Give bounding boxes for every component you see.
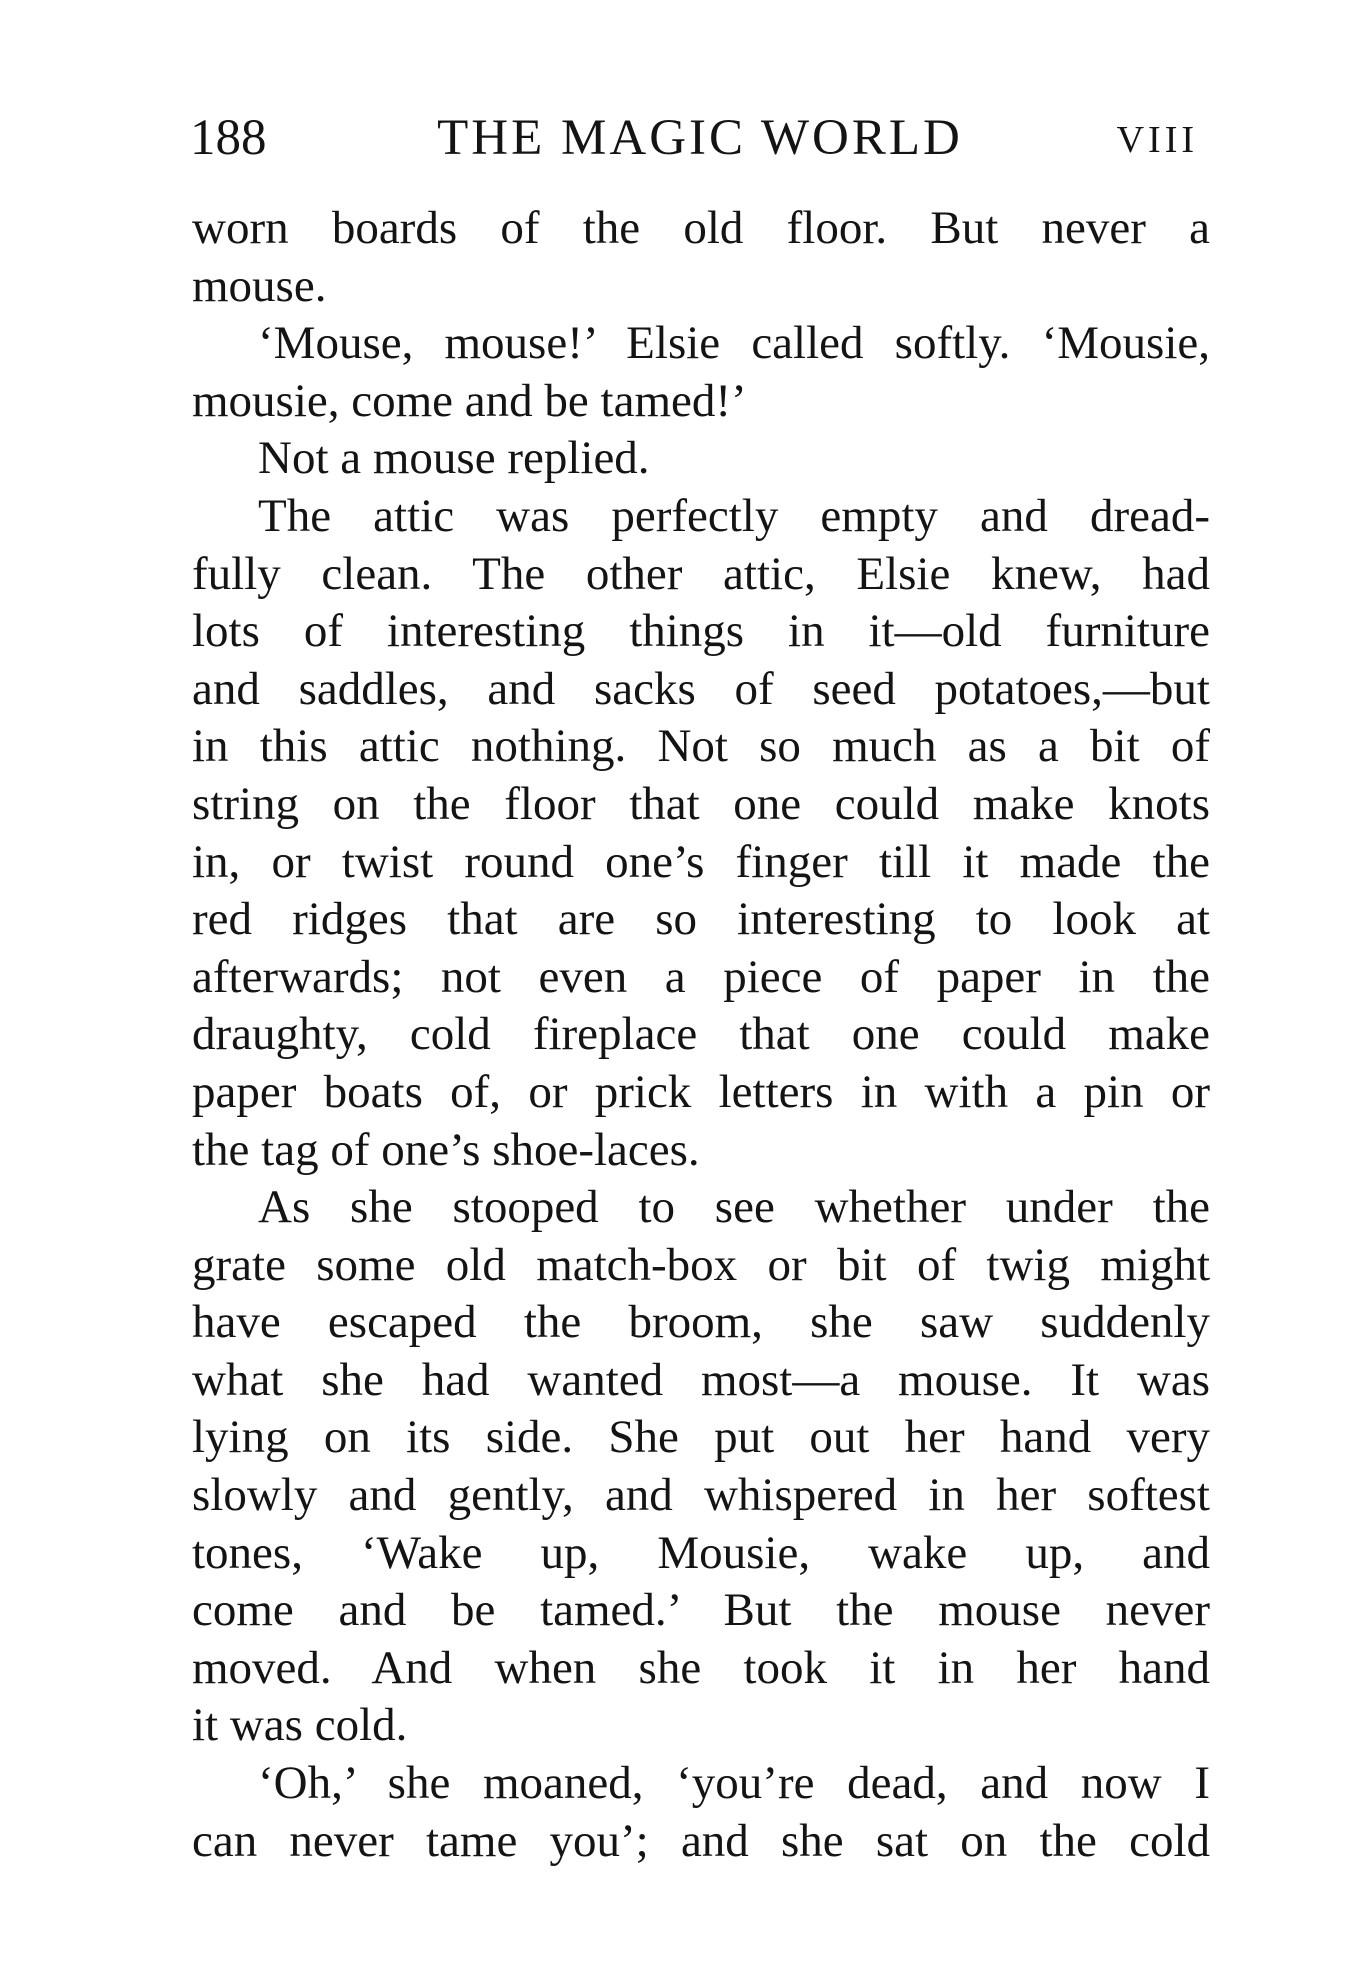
text-line: slowly and gently, and whispered in her softest: [192, 1469, 1210, 1522]
text-line: in this attic nothing. Not so much as a bit of: [192, 720, 1210, 773]
text-line: the tag of one’s shoe-laces.: [192, 1123, 700, 1176]
text-line: grate some old match-box or bit of twig might: [192, 1238, 1210, 1291]
text-line: come and be tamed.’ But the mouse never: [192, 1584, 1210, 1637]
text-line: paper boats of, or prick letters in with a pin or: [192, 1065, 1210, 1118]
text-line: draughty, cold fireplace that one could make: [192, 1008, 1210, 1061]
text-line: mouse.: [192, 259, 327, 312]
text-line: lots of interesting things in it—old furniture: [192, 605, 1210, 658]
text-line: and saddles, and sacks of seed potatoes,—but: [192, 662, 1210, 715]
book-title: THE MAGIC WORLD: [437, 110, 963, 166]
text-line: Not a mouse replied.: [258, 432, 650, 485]
text-line: ‘Oh,’ she moaned, ‘you’re dead, and now I: [258, 1757, 1210, 1810]
text-line: moved. And when she took it in her hand: [192, 1641, 1210, 1694]
chapter-number: VIII: [1116, 119, 1198, 161]
running-head: [190, 108, 1210, 168]
text-line: it was cold.: [192, 1699, 408, 1752]
text-line: red ridges that are so interesting to look at: [192, 893, 1210, 946]
text-line: ‘Mouse, mouse!’ Elsie called softly. ‘Mousie,: [258, 317, 1210, 370]
text-line: lying on its side. She put out her hand very: [192, 1411, 1210, 1464]
text-line: string on the floor that one could make knots: [192, 777, 1210, 830]
body-text: [192, 200, 1210, 1870]
text-line: worn boards of the old floor. But never a: [192, 202, 1210, 254]
text-line: fully clean. The other attic, Elsie knew, had: [192, 547, 1210, 600]
text-line: The attic was perfectly empty and dread-: [258, 489, 1210, 542]
text-line: As she stooped to see whether under the: [258, 1181, 1210, 1234]
text-line: afterwards; not even a piece of paper in the: [192, 950, 1210, 1003]
page-number: 188: [190, 110, 267, 166]
text-line: what she had wanted most—a mouse. It was: [192, 1353, 1210, 1406]
text-line: can never tame you’; and she sat on the cold: [192, 1814, 1210, 1867]
text-line: in, or twist round one’s finger till it made the: [192, 835, 1210, 888]
text-line: tones, ‘Wake up, Mousie, wake up, and: [192, 1526, 1210, 1579]
text-line: have escaped the broom, she saw suddenly: [192, 1296, 1210, 1349]
text-line: mousie, come and be tamed!’: [192, 374, 747, 427]
